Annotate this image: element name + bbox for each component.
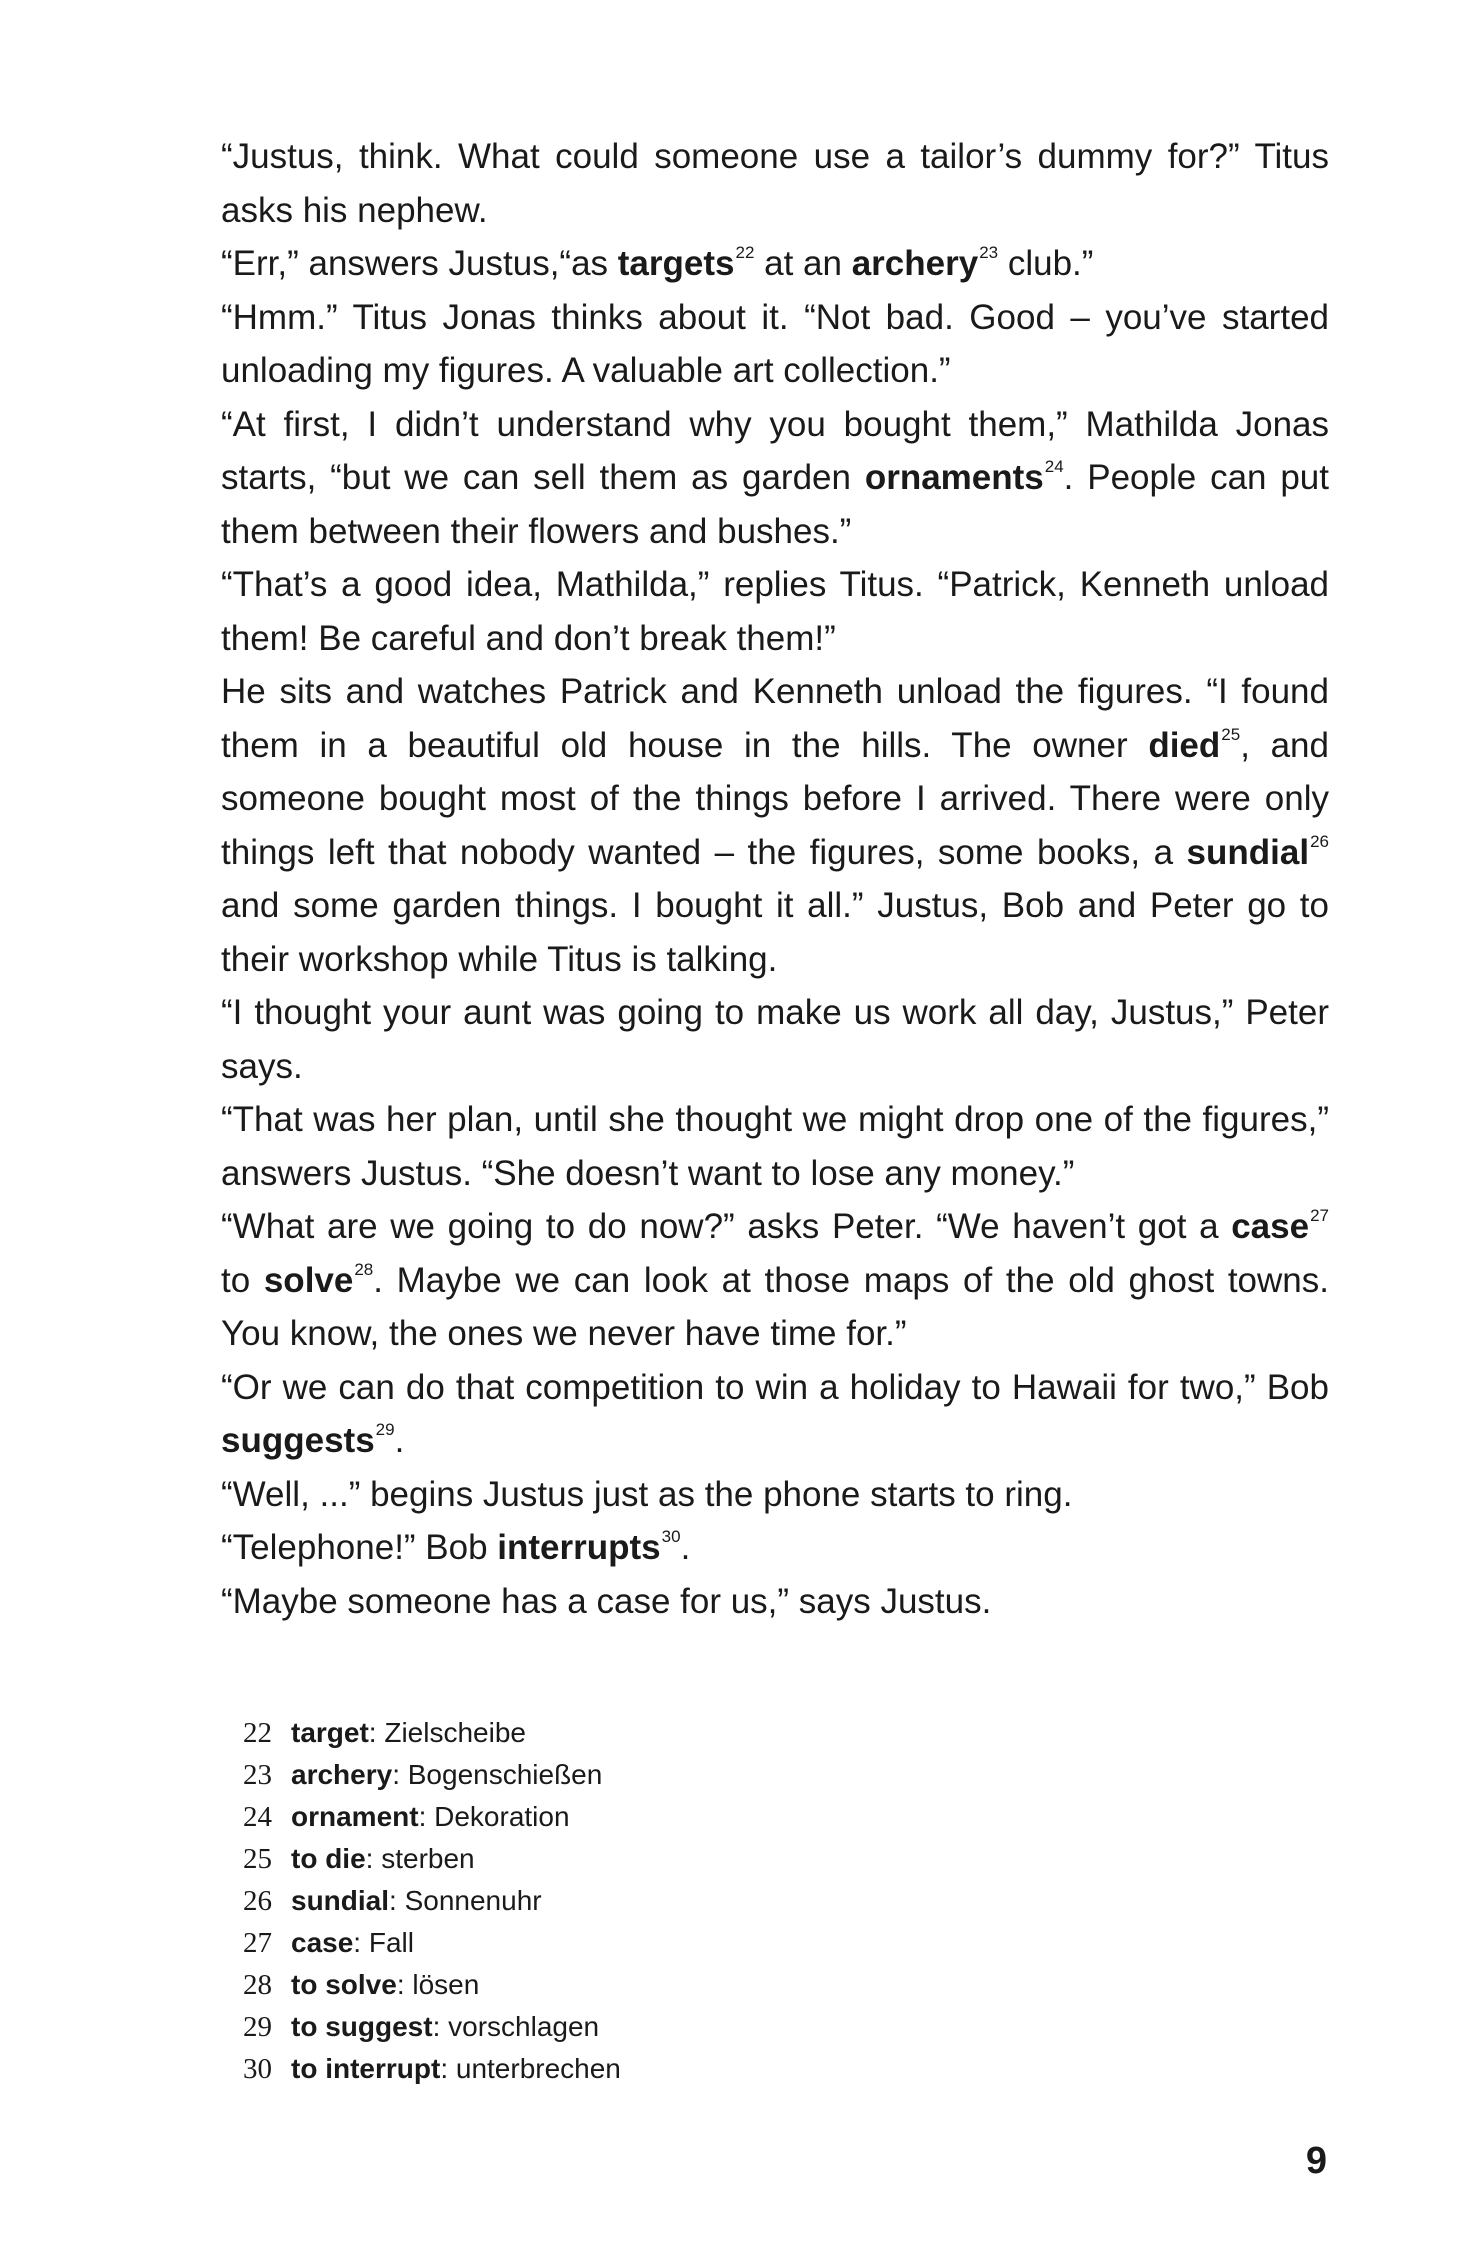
vocabulary-word: case — [1231, 1207, 1310, 1246]
footnote-separator: : — [418, 1801, 435, 1832]
paragraph-text: He sits and watches Patrick and Kenneth unload the figures. “I found them in a beautiful old house in the hills. The owner — [221, 672, 1329, 765]
story-paragraph — [221, 1093, 1329, 1200]
footnote-term: target — [291, 1717, 369, 1748]
story-text — [221, 130, 1329, 1628]
footnote-reference: 25 — [1221, 724, 1241, 744]
footnote-separator: : — [440, 2053, 456, 2084]
footnote-translation: lösen — [412, 1969, 480, 2000]
vocabulary-word: archery — [851, 244, 979, 283]
footnote-item — [243, 1712, 1143, 1754]
paragraph-text: “That’s a good idea, Mathilda,” replies Titus. “Patrick, Kenneth unload them! Be careful and don’t break them!” — [221, 565, 1329, 658]
footnote-separator: : — [396, 1969, 413, 2000]
story-paragraph — [221, 237, 1329, 291]
footnote-item — [243, 2006, 1143, 2048]
vocabulary-word: solve — [263, 1260, 354, 1300]
footnote-translation: sterben — [381, 1843, 475, 1874]
footnote-term: archery — [291, 1759, 393, 1790]
vocabulary-word: suggests — [221, 1421, 375, 1460]
footnote-reference: 27 — [1310, 1206, 1329, 1226]
footnote-translation: Bogenschießen — [407, 1759, 603, 1790]
footnote-number: 30 — [243, 2053, 272, 2085]
paragraph-text: . People can put them between their flowers and bushes.” — [221, 458, 1329, 551]
footnote-term: ornament — [291, 1801, 419, 1832]
vocabulary-word: targets — [617, 244, 735, 283]
footnote-term: sundial — [291, 1885, 390, 1916]
footnote-translation: unterbrechen — [455, 2053, 621, 2084]
story-paragraph — [221, 665, 1329, 986]
footnote-term: to solve — [291, 1969, 397, 2000]
footnote-number: 24 — [243, 1801, 272, 1833]
paragraph-text: , and someone bought most of the things before I arrived. There were only things left that nobody wanted – the figures, some books, a — [221, 725, 1329, 872]
footnote-item — [243, 1838, 1143, 1880]
footnote-translation: vorschlagen — [448, 2011, 600, 2042]
paragraph-text: . Maybe we can look at those maps of the old ghost towns. You know, the ones we never have time for.” — [221, 1260, 1329, 1353]
footnote-reference: 26 — [1310, 831, 1329, 851]
paragraph-text: “What are we going to do now?” asks Peter. “We haven’t got a — [221, 1207, 1232, 1246]
vocabulary-word: interrupts — [497, 1528, 661, 1567]
footnote-reference: 30 — [661, 1527, 681, 1547]
vocabulary-word: sundial — [1186, 832, 1310, 872]
paragraph-text: “I thought your aunt was going to make us work all day, Justus,” Peter says. — [221, 993, 1329, 1086]
paragraph-text: “Maybe someone has a case for us,” says Justus. — [221, 1581, 992, 1621]
paragraph-text: “Justus, think. What could someone use a tailor’s dummy for?” Titus asks his nephew. — [221, 137, 1329, 230]
footnote-item — [243, 1880, 1143, 1922]
vocabulary-word: ornaments — [864, 458, 1044, 497]
footnote-number: 28 — [243, 1969, 272, 2001]
footnote-term: to suggest — [291, 2011, 433, 2042]
paragraph-text: at an — [754, 244, 852, 283]
story-paragraph — [221, 558, 1329, 665]
paragraph-text: “At first, I didn’t understand why you bought them,” Mathilda Jonas starts, “but we can sell them as garden — [221, 404, 1329, 497]
footnote-separator: : — [389, 1885, 405, 1916]
page-number: 9 — [1305, 2140, 1327, 2182]
story-paragraph — [221, 1468, 1329, 1522]
paragraph-text: to — [221, 1260, 264, 1300]
footnote-number: 29 — [243, 2011, 272, 2043]
footnote-separator: : — [392, 1759, 408, 1790]
footnote-term: to die — [291, 1843, 366, 1874]
paragraph-text: club.” — [998, 244, 1094, 283]
footnote-item — [243, 2048, 1143, 2090]
footnote-reference: 28 — [354, 1259, 374, 1279]
paragraph-text: “Hmm.” Titus Jonas thinks about it. “Not bad. Good – you’ve started unloading my figures. A valuable art collection.” — [221, 297, 1329, 390]
story-paragraph — [221, 1575, 1329, 1629]
story-paragraph — [221, 398, 1329, 559]
footnote-number: 23 — [243, 1759, 272, 1791]
story-paragraph — [221, 986, 1329, 1093]
vocabulary-footnotes — [243, 1712, 1143, 2090]
vocabulary-word: died — [1148, 725, 1221, 765]
footnote-item — [243, 1796, 1143, 1838]
footnote-term: case — [291, 1927, 354, 1958]
footnote-number: 22 — [243, 1717, 272, 1749]
footnote-number: 26 — [243, 1885, 272, 1917]
story-paragraph — [221, 1521, 1329, 1575]
paragraph-text: “Err,” answers Justus,“as — [221, 244, 618, 283]
footnote-separator: : — [365, 1843, 382, 1874]
footnote-translation: Sonnenuhr — [404, 1885, 542, 1916]
paragraph-text: “Telephone!” Bob — [221, 1528, 498, 1567]
footnote-reference: 24 — [1044, 457, 1064, 477]
paragraph-text: “Well, ...” begins Justus just as the phone starts to ring. — [221, 1474, 1073, 1514]
story-paragraph — [221, 291, 1329, 398]
footnote-separator: : — [432, 2011, 449, 2042]
footnote-separator: : — [368, 1717, 385, 1748]
footnote-translation: Zielscheibe — [384, 1717, 526, 1748]
footnote-number: 25 — [243, 1843, 272, 1875]
footnote-term: to interrupt — [291, 2053, 441, 2084]
footnote-reference: 22 — [735, 243, 755, 263]
story-paragraph — [221, 1361, 1329, 1468]
paragraph-text: . — [394, 1421, 405, 1460]
paragraph-text: “That was her plan, until she thought we might drop one of the figures,” answers Justus. “She doesn’t want to lose any money.” — [221, 1100, 1329, 1193]
footnote-reference: 29 — [375, 1420, 395, 1440]
footnote-item — [243, 1922, 1143, 1964]
paragraph-text: “Or we can do that competition to win a holiday to Hawaii for two,” Bob — [221, 1367, 1329, 1407]
footnote-item — [243, 1754, 1143, 1796]
footnote-translation: Fall — [368, 1927, 414, 1958]
footnote-item — [243, 1964, 1143, 2006]
paragraph-text: and some garden things. I bought it all.” Justus, Bob and Peter go to their workshop while Titus is talking. — [221, 886, 1329, 979]
paragraph-text: . — [680, 1528, 691, 1567]
story-paragraph — [221, 1200, 1329, 1361]
footnote-separator: : — [353, 1927, 369, 1958]
footnote-number: 27 — [243, 1927, 272, 1959]
footnote-translation: Dekoration — [434, 1801, 570, 1832]
footnote-reference: 23 — [979, 243, 999, 263]
story-paragraph — [221, 130, 1329, 237]
